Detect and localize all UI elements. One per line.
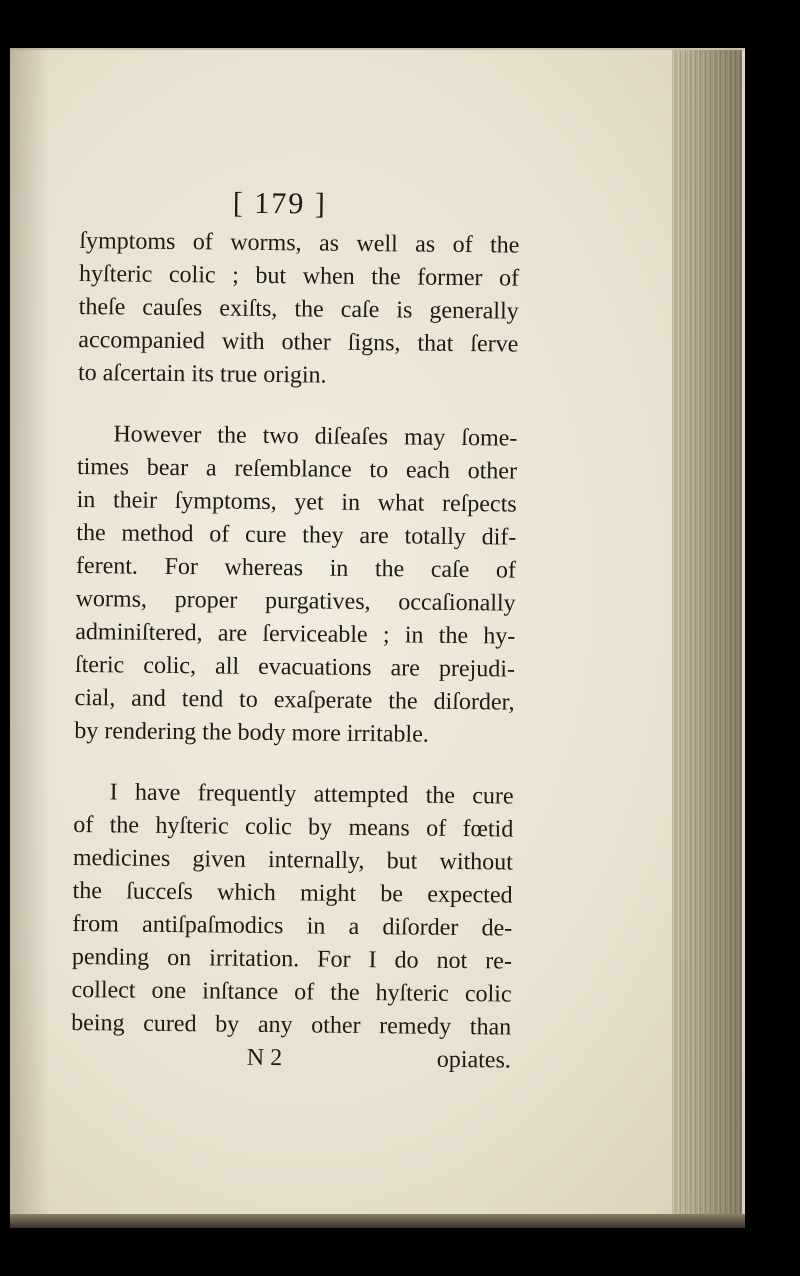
text-line: theſe cauſes exiſts, the caſe is generally	[78, 293, 519, 325]
page-footer	[71, 1040, 511, 1078]
text-line: ſymptoms of worms, as well as of the	[79, 227, 520, 259]
text-line: to aſcertain its true origin.	[77, 359, 327, 389]
paragraph-3	[71, 776, 514, 1045]
text-line: of the hyſteric colic by means of fœtid	[73, 811, 514, 843]
text-line: collect one inſtance of the hyſteric colic	[71, 976, 512, 1008]
page-header: [ 179 ]	[232, 186, 327, 221]
text-line: However the two diſeaſes may ſome-	[113, 421, 518, 452]
text-line: I have frequently attempted the cure	[109, 779, 514, 810]
text-line: ferent. For whereas in the caſe of	[75, 552, 517, 584]
text-line: worms, proper purgatives, occaſionally	[75, 585, 516, 617]
text-line: ſteric colic, all evacuations are prejudi-	[74, 651, 516, 683]
text-line: pending on irritation. For I do not re-	[71, 943, 513, 975]
book-bottom-edge	[10, 1214, 745, 1228]
page-edges-shade	[672, 50, 742, 1220]
text-line: the method of cure they are totally dif-	[76, 519, 517, 551]
text-line: being cured by any other remedy than	[71, 1009, 512, 1041]
text-line: accompanied with other ſigns, that ſerve	[78, 326, 519, 358]
text-line: by rendering the body more irritable.	[74, 717, 429, 748]
text-line: the ſucceſs which might be expected	[72, 877, 513, 909]
text-line: cial, and tend to exaſperate the diſorder,	[74, 684, 515, 716]
catchword: opiates.	[436, 1046, 511, 1074]
gutter-shadow	[10, 48, 50, 1223]
text-line: from antiſpaſmodics in a diſorder de-	[72, 910, 513, 942]
text-line: medicines given internally, but without	[72, 844, 514, 876]
signature-mark: N 2	[246, 1044, 283, 1072]
paragraph-1	[78, 225, 520, 395]
text-line: adminiſtered, are ſerviceable ; in the hy-	[75, 618, 516, 650]
text-line: times bear a reſemblance to each other	[76, 453, 518, 485]
text-line: hyſteric colic ; but when the former of	[78, 260, 520, 292]
page-text	[71, 185, 520, 1078]
text-line: in their ſymptoms, yet in what reſpects	[76, 486, 517, 518]
paragraph-2	[74, 418, 517, 753]
